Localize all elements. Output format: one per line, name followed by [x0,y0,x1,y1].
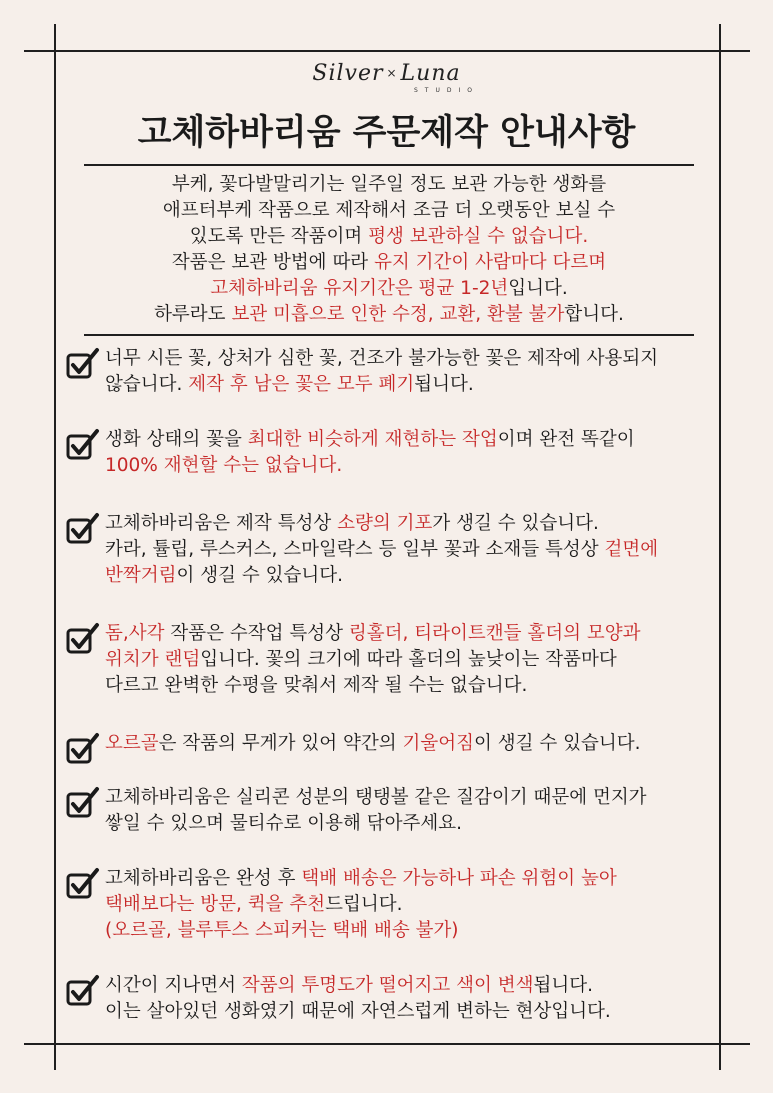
notice-highlight: 소량의 기포 [337,513,433,534]
notice-text-part: 가 생길 수 있습니다. [432,513,599,534]
intro-highlight: 평생 보관하실 수 없습니다. [368,226,589,247]
notice-text-part: 이 생길 수 있습니다. [473,733,641,754]
notice-text [105,866,710,944]
notice-line [105,563,710,589]
notice-text-part: 이며 완전 똑같이 [497,429,635,450]
notice-text-part: 고체하바리움은 완성 후 [105,868,302,889]
checkbox-check-icon [66,621,100,657]
frame-left-line [54,24,56,1070]
checkbox-check-icon [66,731,100,767]
notice-text-part: 시간이 지나면서 [105,975,242,996]
notice-text-part: 됩니다. [533,975,593,996]
notice-line [105,647,710,673]
notice-text-part: 입니다. 꽃의 크기에 따라 홀더의 높낮이는 작품마다 [200,649,617,670]
notice-highlight: 택배보다는 방문, 퀵을 추천 [105,894,326,915]
intro-text: 작품은 보관 방법에 따라 [171,252,375,273]
checkbox-check-icon [66,785,100,821]
intro-text: 입니다. [508,278,568,299]
intro-line-2: 애프터부케 작품으로 제작해서 조금 더 오랫동안 보실 수 [162,200,616,221]
notice-text-part: 않습니다. [105,374,189,395]
notice-highlight: 작품의 투명도가 떨어지고 색이 변색 [241,975,534,996]
notice-text [105,785,710,837]
notice-highlight: (오르골, 블루투스 스피커는 택배 배송 불가) [105,920,459,941]
logo-separator: × [386,66,398,80]
checkbox-check-icon [66,427,100,463]
checkbox-check-icon [66,511,100,547]
studio-logo [0,60,773,95]
notice-text [105,511,710,589]
notice-highlight: 100% 재현할 수는 없습니다. [105,455,343,476]
notice-line [105,892,710,918]
intro-paragraph [84,172,694,328]
intro-highlight: 고체하바리움 유지기간은 평균 1-2년 [210,278,509,299]
notice-text-part: 고체하바리움은 제작 특성상 [105,513,338,534]
notice-text-part: 드립니다. [325,894,403,915]
notice-text-part: 생화 상태의 꽃을 [105,429,248,450]
notice-line [105,621,710,647]
notice-text [105,427,710,479]
notice-text [105,621,710,699]
intro-text: 있도록 만든 작품이며 [189,226,369,247]
intro-text: 합니다. [564,304,624,325]
logo-wordmark [0,60,773,87]
checkbox-check-icon [66,866,100,902]
notice-line [105,973,710,999]
notice-highlight: 오르골 [105,733,159,754]
notice-line: 쌓일 수 있으며 물티슈로 이용해 닦아주세요. [105,813,462,834]
notice-text [105,346,710,398]
frame-right-line [719,24,721,1070]
intro-line-5 [84,276,694,302]
intro-highlight: 보관 미흡으로 인한 수정, 교환, 환불 불가 [231,304,565,325]
notice-highlight: 반짝거림 [105,565,177,586]
intro-line-6 [84,302,694,328]
notice-text-part: 됩니다. [414,374,474,395]
intro-line-3 [84,224,694,250]
notice-highlight: 겉면에 [604,539,659,560]
notice-text-part: 카라, 튤립, 루스커스, 스마일락스 등 일부 꽃과 소재들 특성상 [105,539,605,560]
notice-line: 고체하바리움은 실리콘 성분의 탱탱볼 같은 질감이기 때문에 먼지가 [105,787,647,808]
notice-highlight: 제작 후 남은 꽃은 모두 폐기 [188,374,415,395]
intro-line-1: 부케, 꽃다발말리기는 일주일 정도 보관 가능한 생화를 [171,174,607,195]
logo-right: Luna [400,61,461,86]
notice-line [105,372,710,398]
intro-line-4 [84,250,694,276]
notice-text-part: 은 작품의 무게가 있어 약간의 [158,733,403,754]
intro-divider [84,334,694,336]
checkbox-check-icon [66,973,100,1009]
intro-highlight: 유지 기간이 사람마다 다르며 [374,252,607,273]
notice-highlight: 최대한 비슷하게 재현하는 작업 [247,429,498,450]
notice-line [105,511,710,537]
checkbox-check-icon [66,346,100,382]
notice-highlight: 링홀더, 티라이트캔들 홀더의 모양과 [348,623,641,644]
notice-line: 다르고 완벽한 수평을 맞춰서 제작 될 수는 없습니다. [105,675,528,696]
notice-line [105,731,710,757]
notice-line: 너무 시든 꽃, 상처가 심한 꽃, 건조가 불가능한 꽃은 제작에 사용되지 [105,348,659,369]
page-title: 고체하바리움 주문제작 안내사항 [137,113,636,153]
notice-highlight: 기울어짐 [402,733,474,754]
notice-text-part: 작품은 수작업 특성상 [164,623,349,644]
notice-highlight: 택배 배송은 가능하나 파손 위험이 높아 [301,868,617,889]
notice-line [105,427,710,453]
logo-left: Silver [312,61,384,86]
notice-highlight: 위치가 랜덤 [105,649,201,670]
notice-text [105,973,710,1025]
notice-text [105,731,710,757]
notice-line [105,537,710,563]
intro-text: 하루라도 [154,304,232,325]
title-divider [84,164,694,166]
notice-text-part: 이 생길 수 있습니다. [176,565,343,586]
frame-bottom-line [24,1043,750,1045]
frame-top-line [24,50,750,52]
logo-subtitle: STUDIO [414,87,479,94]
notice-line [105,866,710,892]
notice-line: 이는 살아있던 생화였기 때문에 자연스럽게 변하는 현상입니다. [105,1001,611,1022]
notice-highlight: 돔,사각 [105,623,165,644]
